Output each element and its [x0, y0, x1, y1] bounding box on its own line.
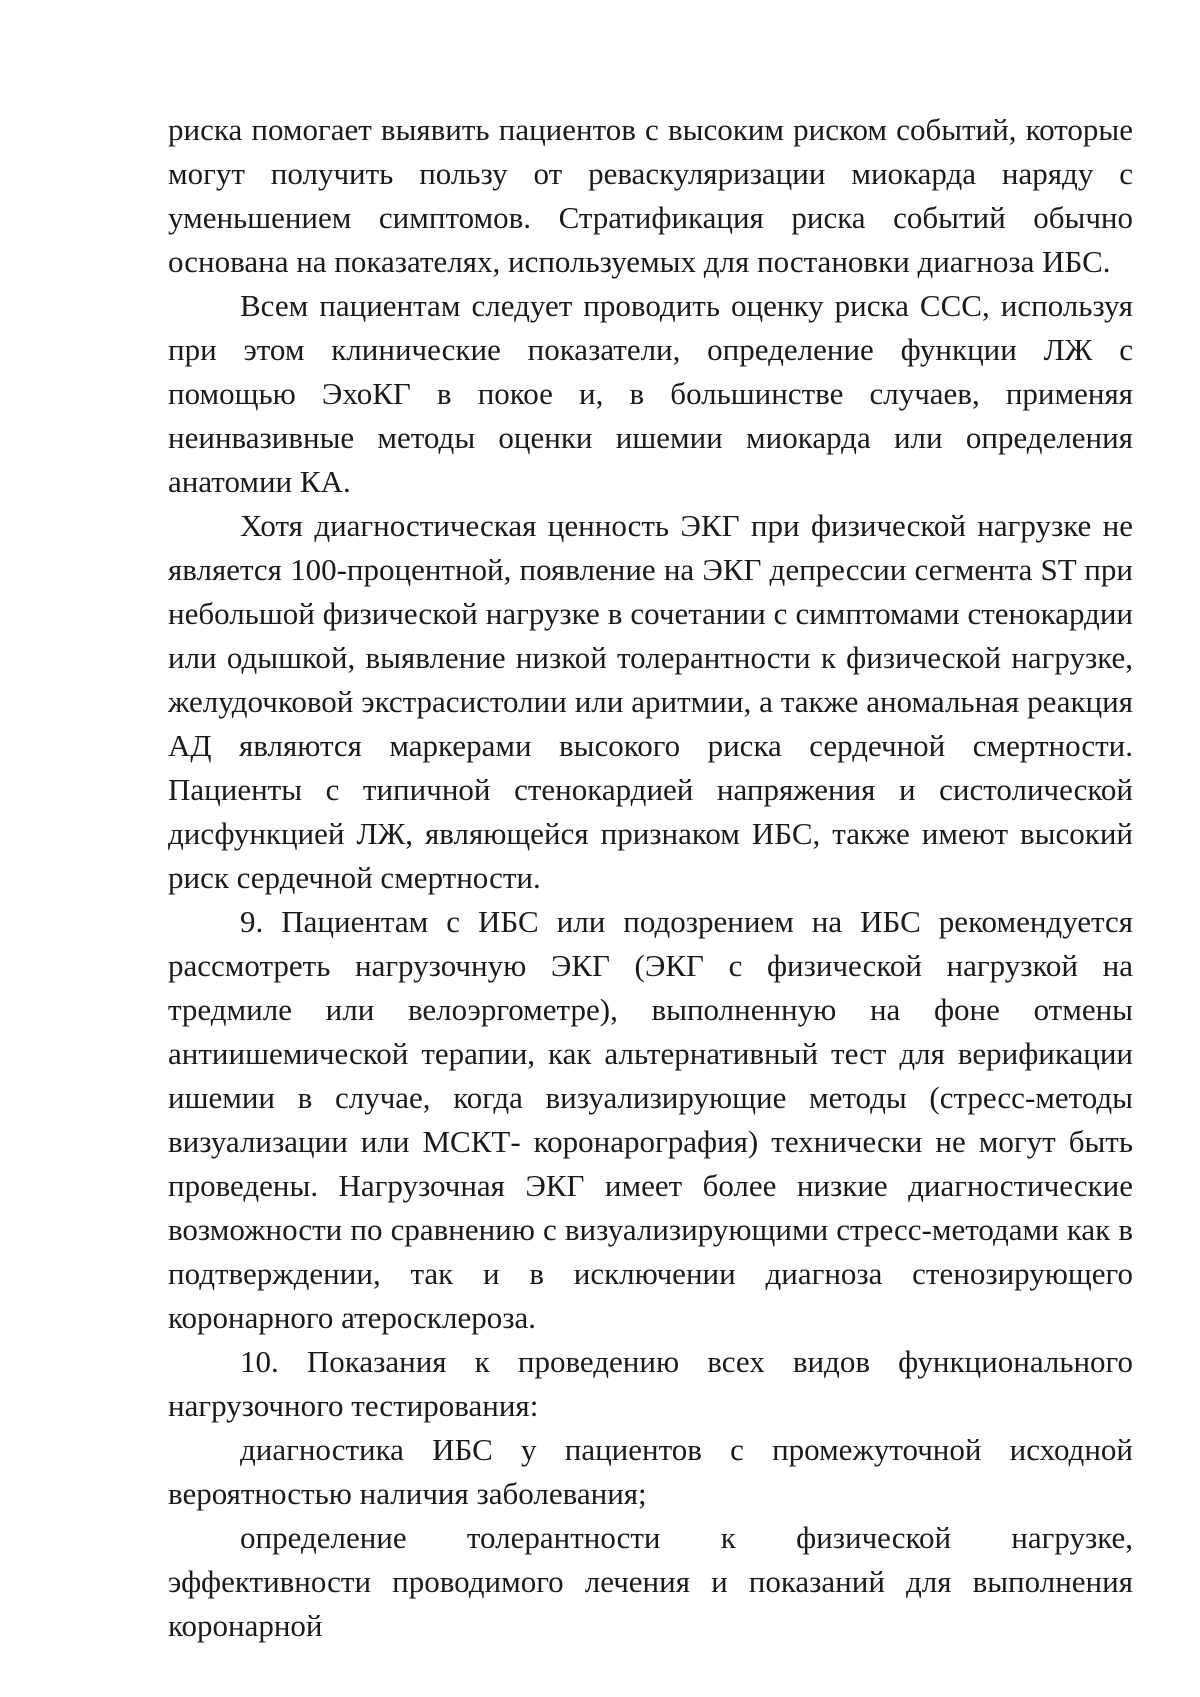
list-item-tolerance: определение толерантности к физической нагрузке, эффективности проводимого лечения и показаний для выполнения коронарной	[168, 1520, 1133, 1643]
paragraph-risk-assessment: Всем пациентам следует проводить оценку риска ССС, используя при этом клинические показатели, определение функции ЛЖ с помощью ЭхоКГ в покое и, в большинстве случаев, применяя неинвазивные методы оценки ишемии миокарда или определения анатомии КА.	[168, 288, 1133, 499]
paragraph-item-10: 10. Показания к проведению всех видов функционального нагрузочного тестирования:	[168, 1344, 1133, 1423]
paragraph-risk-stratification: риска помогает выявить пациентов с высоким риском событий, которые могут получить пользу от реваскуляризации миокарда наряду с уменьшением симптомов. Стратификация риска событий обычно основана на показателях, используемых для постановки диагноза ИБС.	[168, 112, 1133, 279]
paragraph-ecg-value: Хотя диагностическая ценность ЭКГ при физической нагрузке не является 100-процентной, появление на ЭКГ депрессии сегмента ST при небольшой физической нагрузке в сочетании с симптомами стенокардии или одышкой, выявление низкой толерантности к физической нагрузке, желудочковой экстрасистолии или аритмии, а также аномальная реакция АД являются маркерами высокого риска сердечной смертности. Пациенты с типичной стенокардией напряжения и систолической дисфункцией ЛЖ, являющейся признаком ИБС, также имеют высокий риск сердечной смертности.	[168, 508, 1133, 895]
body-text	[168, 108, 1133, 1648]
list-item-diagnostics: диагностика ИБС у пациентов с промежуточной исходной вероятностью наличия заболевания;	[168, 1432, 1133, 1511]
paragraph-item-9: 9. Пациентам с ИБС или подозрением на ИБС рекомендуется рассмотреть нагрузочную ЭКГ (ЭКГ с физической нагрузкой на тредмиле или велоэргометре), выполненную на фоне отмены антиишемической терапии, как альтернативный тест для верификации ишемии в случае, когда визуализирующие методы (стресс-методы визуализации или МСКТ- коронарография) технически не могут быть проведены. Нагрузочная ЭКГ имеет более низкие диагностические возможности по сравнению с визуализирующими стресс-методами как в подтверждении, так и в исключении диагноза стенозирующего коронарного атеросклероза.	[168, 904, 1133, 1335]
